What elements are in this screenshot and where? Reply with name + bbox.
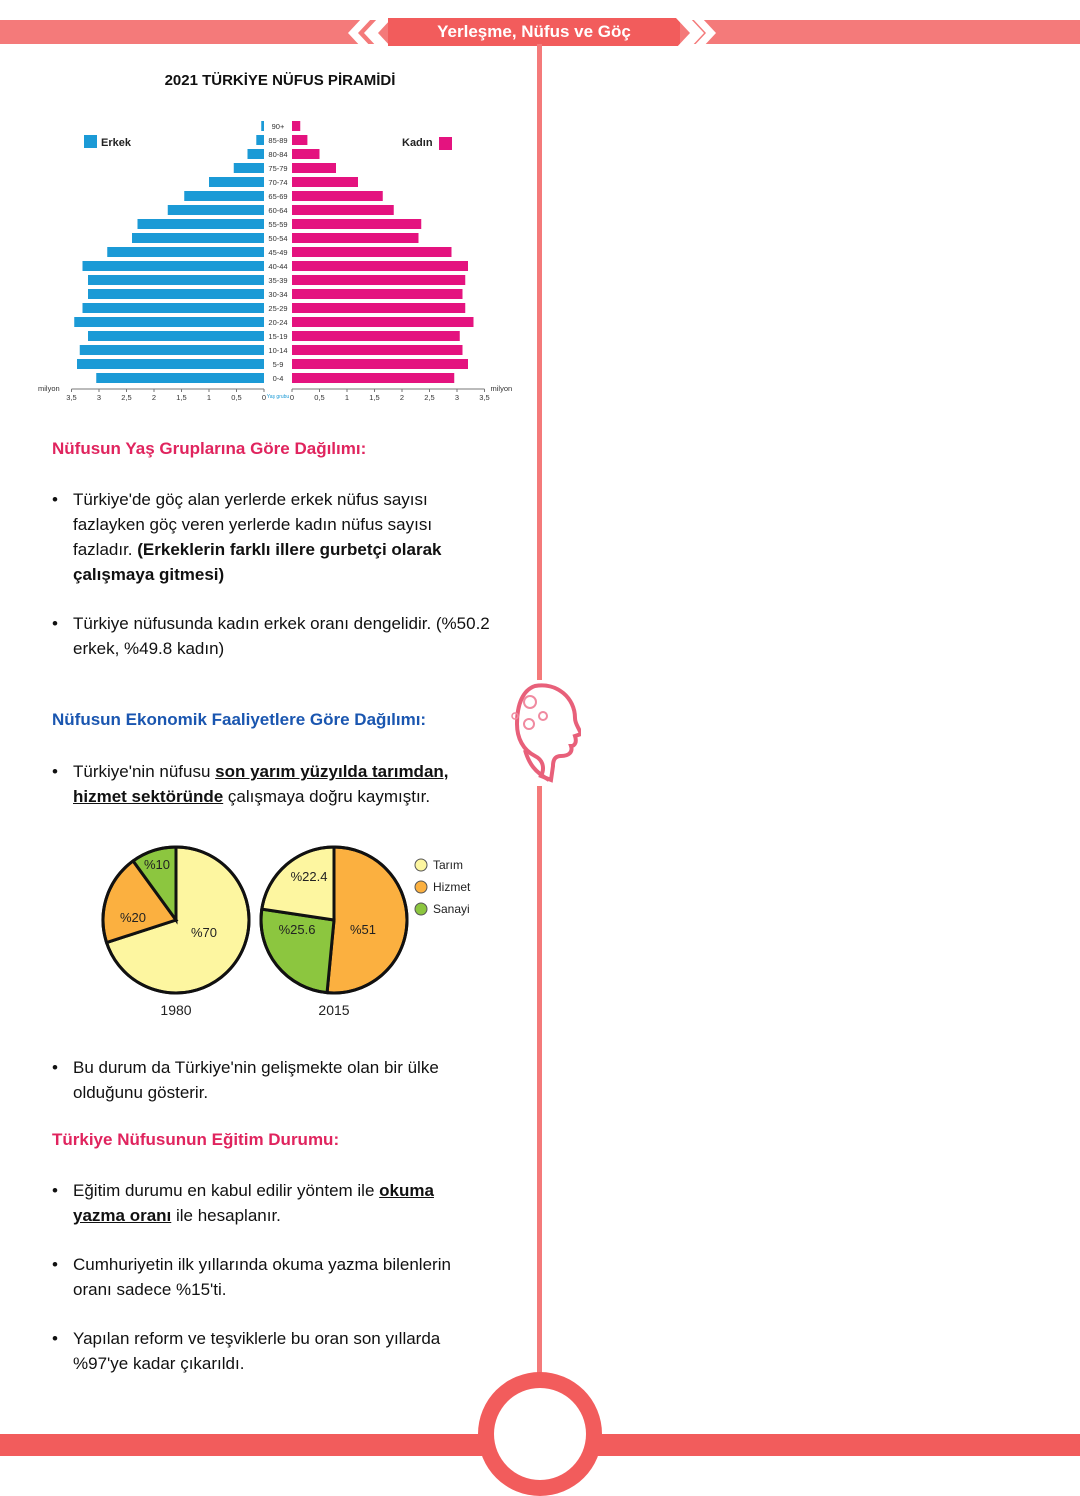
bar-erkek-10-14 [80,345,264,355]
pie-legend-swatch-Hizmet [415,881,427,893]
bar-erkek-85-89 [256,135,264,145]
bar-erkek-60-64 [168,205,264,215]
population-pyramid-chart [30,108,530,408]
bar-kadin-25-29 [292,303,465,313]
x-tick-label: 0,5 [314,393,325,402]
age-label-40-44: 40-44 [268,262,288,271]
unit-label-left: milyon [38,384,60,393]
x-tick-label: 1,5 [369,393,380,402]
bar-erkek-30-34 [88,289,264,299]
footer-arc-inner [494,1388,586,1480]
age-label-90+: 90+ [271,122,285,131]
age-label-50-54: 50-54 [268,234,288,243]
age-label-55-59: 55-59 [268,220,288,229]
x-tick-label: 1 [206,393,212,402]
bar-kadin-85-89 [292,135,307,145]
age-label-25-29: 25-29 [268,304,288,313]
bar-kadin-35-39 [292,275,465,285]
x-tick-label: 3 [454,393,460,402]
age-label-35-39: 35-39 [268,276,288,285]
econ-b1-pre: Türkiye'nin nüfusu [73,762,216,781]
list-item-edu-2: • Cumhuriyetin ilk yıllarında okuma yazma bilenlerin oranı sadece %15'ti. [52,1252,492,1302]
x-tick-label: 2,5 [121,393,132,402]
list-item-age-2: • Türkiye nüfusunda kadın erkek oranı dengelidir. (%50.2 erkek, %49.8 kadın) [52,611,492,661]
edu-b2-text: Cumhuriyetin ilk yıllarında okuma yazma bilenlerin oranı sadece %15'ti. [73,1255,451,1299]
bar-kadin-50-54 [292,233,419,243]
bar-kadin-65-69 [292,191,383,201]
age-label-60-64: 60-64 [268,206,288,215]
econ-b1-underline-1: son yarım yüzyılda tarımdan, [215,762,449,781]
x-tick-label: 2 [151,393,157,402]
section-title-edu: Türkiye Nüfusunun Eğitim Durumu: [52,1130,340,1149]
econ-b1-underline-2: hizmet sektöründe [73,787,224,806]
bar-erkek-65-69 [184,191,264,201]
bar-kadin-20-24 [292,317,474,327]
x-tick-label: 0 [289,393,295,402]
axis-center-label: Yaş grubu [266,394,290,400]
pie-1-title: 1980 [160,1002,192,1018]
section-title-econ: Nüfusun Ekonomik Faaliyetlere Göre Dağılımı: [52,710,427,729]
pie-legend-label-Sanayi: Sanayi [433,902,470,916]
pie-2-title: 2015 [318,1002,350,1018]
pie-legend-label-Tarım: Tarım [433,858,463,872]
x-tick-label: 1,5 [176,393,187,402]
pie-legend-swatch-Tarım [415,859,427,871]
bar-erkek-40-44 [83,261,265,271]
header-chevrons-left [348,18,392,48]
bar-erkek-70-74 [209,177,264,187]
pie-1-label-Tarım: %70 [190,925,218,940]
header-chevrons-right [676,18,720,48]
pie-legend-label-Hizmet: Hizmet [433,880,471,894]
legend-swatch-kadin [439,137,452,150]
list-item-econ-2: • Bu durum da Türkiye'nin gelişmekte olan bir ülke olduğunu gösterir. [52,1055,492,1105]
age-label-45-49: 45-49 [268,248,288,257]
x-tick-label: 3,5 [66,393,77,402]
bar-erkek-90+ [261,121,264,131]
bar-erkek-5-9 [77,359,264,369]
bar-kadin-0-4 [292,373,454,383]
edu-b1-underline-1: okuma [379,1181,434,1200]
section-title-age: Nüfusun Yaş Gruplarına Göre Dağılımı: [52,439,367,458]
bar-kadin-55-59 [292,219,421,229]
age-label-75-79: 75-79 [268,164,288,173]
bar-erkek-35-39 [88,275,264,285]
edu-b1-pre: Eğitim durumu en kabul edilir yöntem ile [73,1181,380,1200]
pie-2-label-Hizmet: %51 [349,922,377,937]
bar-erkek-80-84 [248,149,265,159]
bar-erkek-20-24 [74,317,264,327]
age-label-20-24: 20-24 [268,318,288,327]
age-label-5-9: 5-9 [272,360,284,369]
x-tick-label: 3,5 [479,393,490,402]
bar-erkek-55-59 [138,219,265,229]
x-tick-label: 2 [399,393,405,402]
age-label-85-89: 85-89 [268,136,288,145]
age-label-70-74: 70-74 [268,178,288,187]
edu-b1-post: ile hesaplanır. [171,1206,281,1225]
list-item-edu-3: • Yapılan reform ve teşviklerle bu oran son yıllarda %97'ye kadar çıkarıldı. [52,1326,492,1376]
age-b2-text: Türkiye nüfusunda kadın erkek oranı dengelidir. (%50.2 erkek, %49.8 kadın) [73,614,490,658]
list-item-econ-1: • Türkiye'nin nüfusu son yarım yüzyılda tarımdan, hizmet sektöründe çalışmaya doğru kaymıştır. [52,762,449,806]
age-label-0-4: 0-4 [272,374,284,383]
sector-pie-charts [90,838,490,1023]
legend-label-kadin: Kadın [402,137,433,149]
bar-kadin-70-74 [292,177,358,187]
bar-erkek-25-29 [83,303,265,313]
age-label-10-14: 10-14 [268,346,288,355]
legend-swatch-erkek [84,135,97,148]
bar-erkek-50-54 [132,233,264,243]
bar-kadin-90+ [292,121,300,131]
x-tick-label: 0 [261,393,267,402]
age-b1-bold: (Erkeklerin farklı illere gurbetçi olarak çalışmaya gitmesi) [73,540,442,584]
bar-kadin-80-84 [292,149,320,159]
edu-b3-text: Yapılan reform ve teşviklerle bu oran son yıllarda %97'ye kadar çıkarıldı. [73,1329,441,1373]
x-tick-label: 2,5 [424,393,435,402]
bar-erkek-0-4 [96,373,264,383]
x-tick-label: 0,5 [231,393,242,402]
bar-kadin-45-49 [292,247,452,257]
age-label-80-84: 80-84 [268,150,288,159]
legend-label-erkek: Erkek [101,137,131,149]
pie-2-slice-Hizmet [327,847,407,993]
pie-2-label-Sanayi: %25.6 [278,922,316,937]
list-item-age-1: • Türkiye'de göç alan yerlerde erkek nüfus sayısı fazlayken göç veren yerlerde kadın nüfus sayısı fazladır. (Erkeklerin farklı illere gurbetçi olarak çalışmaya gitmesi) [52,490,442,584]
header-title: Yerleşme, Nüfus ve Göç [437,22,631,41]
list-item-edu-1: • Eğitim durumu en kabul edilir yöntem ile okuma yazma oranı ile hesaplanır. [52,1181,434,1225]
bar-kadin-5-9 [292,359,468,369]
edu-b1-underline-2: yazma oranı [73,1206,172,1225]
bar-erkek-75-79 [234,163,264,173]
age-label-15-19: 15-19 [268,332,288,341]
age-b1-text: Türkiye'de göç alan yerlerde erkek nüfus sayısı fazlayken göç veren yerlerde kadın nüfus sayısı fazladır. [73,490,433,559]
bar-erkek-45-49 [107,247,264,257]
bar-kadin-75-79 [292,163,336,173]
bar-erkek-15-19 [88,331,264,341]
bar-kadin-15-19 [292,331,460,341]
unit-label-right: milyon [490,384,513,393]
pie-2-label-Tarım: %22.4 [290,869,328,884]
x-tick-label: 3 [96,393,102,402]
pie-legend-swatch-Sanayi [415,903,427,915]
bar-kadin-40-44 [292,261,468,271]
econ-b2-text: Bu durum da Türkiye'nin gelişmekte olan bir ülke olduğunu gösterir. [73,1058,439,1102]
head-profile-icon [505,680,581,786]
x-tick-label: 1 [344,393,350,402]
age-label-65-69: 65-69 [268,192,288,201]
pyramid-title: 2021 TÜRKİYE NÜFUS PİRAMİDİ [164,72,396,89]
bar-kadin-60-64 [292,205,394,215]
pie-1-label-Hizmet: %20 [119,910,147,925]
econ-b1-post: çalışmaya doğru kaymıştır. [223,787,431,806]
pie-1-label-Sanayi: %10 [143,857,171,872]
bar-kadin-10-14 [292,345,463,355]
age-label-30-34: 30-34 [268,290,288,299]
bar-kadin-30-34 [292,289,463,299]
